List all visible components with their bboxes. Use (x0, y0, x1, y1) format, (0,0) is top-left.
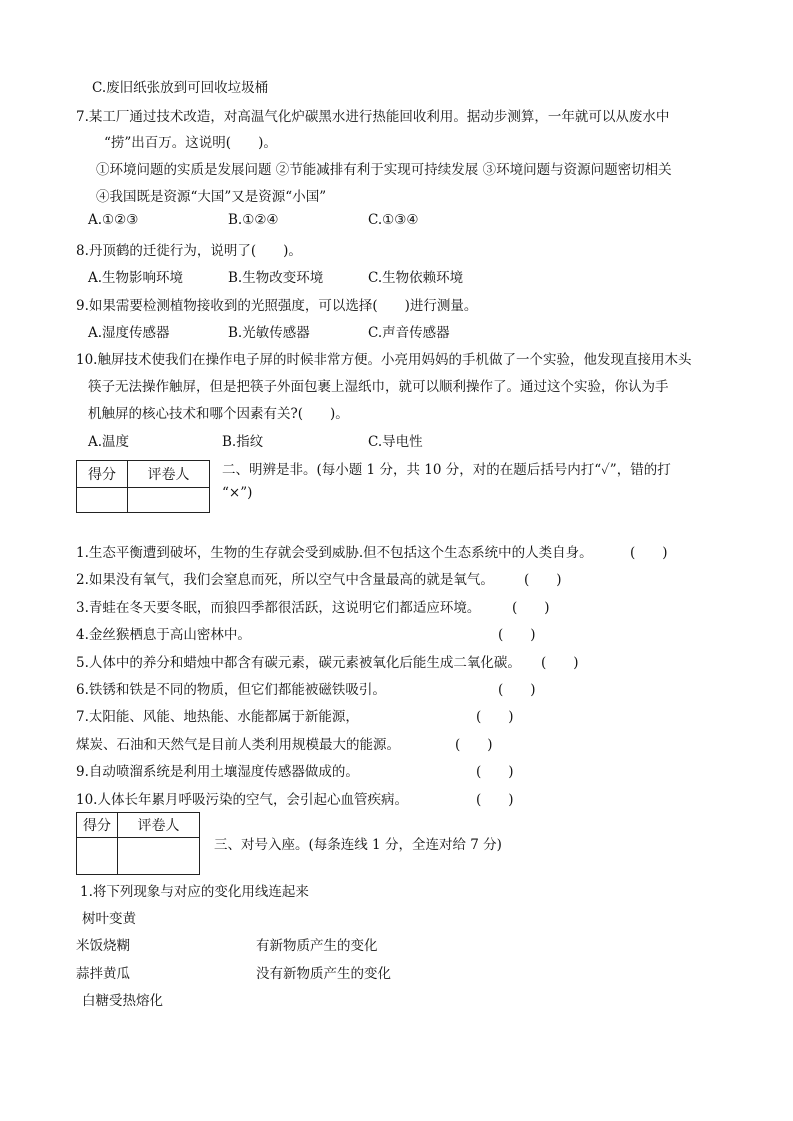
q10-stem-line1: 10.触屏技术使我们在操作电子屏的时候非常方便。小亮用妈妈的手机做了一个实验，他发现直接用木头 (76, 352, 692, 368)
q9-stem: 9.如果需要检测植物接收到的光照强度，可以选择( )进行测量。 (76, 298, 478, 314)
q10-option-c: C.导电性 (368, 434, 423, 450)
tf-answer-2[interactable]: ( ) (524, 572, 562, 588)
tf-item-9: 9.自动喷溜系统是利用土壤湿度传感器做成的。 (76, 764, 359, 780)
tf-item-8: 煤炭、石油和天然气是目前人类利用规模最大的能源。 (76, 737, 400, 753)
tf-answer-6[interactable]: ( ) (498, 682, 536, 698)
grader-label: 评卷人 (118, 813, 200, 838)
tf-answer-5[interactable]: ( ) (541, 655, 579, 671)
match-right-2[interactable]: 没有新物质产生的变化 (256, 966, 391, 982)
match-left-1[interactable]: 树叶变黄 (82, 911, 136, 927)
q10-option-b: B.指纹 (222, 434, 264, 450)
q9-option-c: C.声音传感器 (368, 325, 450, 341)
section2-title-line2: “×”) (222, 485, 253, 501)
q7-statements-line2: ④我国既是资源“大国”又是资源“小国” (96, 189, 327, 205)
tf-item-6: 6.铁锈和铁是不同的物质，但它们都能被磁铁吸引。 (76, 682, 386, 698)
section2-title-line1: 二、明辨是非。(每小题 1 分，共 10 分，对的在题后括号内打“✓”，错的打 (222, 462, 671, 478)
match-left-4[interactable]: 白糖受热熔化 (82, 993, 163, 1009)
tf-answer-4[interactable]: ( ) (498, 627, 536, 643)
score-table-section2 (76, 460, 210, 513)
tf-item-4: 4.金丝猴栖息于高山密林中。 (76, 627, 251, 643)
q6-option-c: C.废旧纸张放到可回收垃圾桶 (92, 80, 269, 96)
q8-option-a: A.生物影响环境 (88, 270, 184, 286)
score-cell[interactable] (77, 488, 128, 513)
match-left-2[interactable]: 米饭烧糊 (76, 938, 130, 954)
q7-stem-line1: 7.某工厂通过技术改造，对高温气化炉碳黑水进行热能回收利用。据动步测算，一年就可以从废水中 (76, 109, 670, 125)
tf-item-2: 2.如果没有氧气，我们会窒息而死，所以空气中含量最高的就是氧气。 (76, 572, 494, 588)
q7-option-a: A.①②③ (88, 212, 139, 228)
match-right-1[interactable]: 有新物质产生的变化 (256, 938, 378, 954)
score-table-section3 (76, 812, 200, 875)
tf-answer-1[interactable]: ( ) (630, 545, 668, 561)
q8-option-c: C.生物依赖环境 (368, 270, 464, 286)
tf-item-5: 5.人体中的养分和蜡烛中都含有碳元素，碳元素被氧化后能生成二氧化碳。 (76, 655, 521, 671)
tf-answer-9[interactable]: ( ) (476, 764, 514, 780)
q10-option-a: A.温度 (88, 434, 130, 450)
q9-option-a: A.湿度传感器 (88, 325, 170, 341)
tf-item-10: 10.人体长年累月呼吸污染的空气，会引起心血管疾病。 (76, 792, 408, 808)
q7-option-b: B.①②④ (228, 212, 279, 228)
tf-answer-8[interactable]: ( ) (455, 737, 493, 753)
score-label: 得分 (77, 813, 118, 838)
q8-option-b: B.生物改变环境 (228, 270, 324, 286)
grader-cell[interactable] (118, 838, 200, 875)
section3-title: 三、对号入座。(每条连线 1 分，全连对给 7 分) (214, 837, 502, 853)
tf-item-7: 7.太阳能、风能、地热能、水能都属于新能源， (76, 709, 359, 725)
tf-item-1: 1.生态平衡遭到破坏，生物的生存就会受到威胁.但不包括这个生态系统中的人类自身。 (76, 545, 593, 561)
q8-stem: 8.丹顶鹤的迁徙行为，说明了( )。 (76, 243, 302, 259)
q10-stem-line2: 筷子无法操作触屏，但是把筷子外面包裹上湿纸巾，就可以顺利操作了。通过这个实验，你认为手 (88, 379, 669, 395)
score-label: 得分 (77, 461, 128, 488)
tf-answer-3[interactable]: ( ) (512, 600, 550, 616)
tf-item-3: 3.青蛙在冬天要冬眠，而狼四季都很活跃，这说明它们都适应环境。 (76, 600, 481, 616)
q7-statements-line1: ①环境问题的实质是发展问题 ②节能减排有利于实现可持续发展 ③环境问题与资源问题密切相关 (96, 162, 672, 178)
score-cell[interactable] (77, 838, 118, 875)
q10-stem-line3: 机触屏的核心技术和哪个因素有关?( )。 (88, 406, 349, 422)
tf-answer-10[interactable]: ( ) (476, 792, 514, 808)
q7-option-c: C.①③④ (368, 212, 419, 228)
tf-answer-7[interactable]: ( ) (476, 709, 514, 725)
grader-label: 评卷人 (128, 461, 210, 488)
grader-cell[interactable] (128, 488, 210, 513)
q9-option-b: B.光敏传感器 (228, 325, 310, 341)
match-left-3[interactable]: 蒜拌黄瓜 (76, 966, 130, 982)
section3-q1-stem: 1.将下列现象与对应的变化用线连起来 (80, 884, 309, 900)
q7-stem-line2: “捞”出百万。这说明( )。 (104, 135, 277, 151)
